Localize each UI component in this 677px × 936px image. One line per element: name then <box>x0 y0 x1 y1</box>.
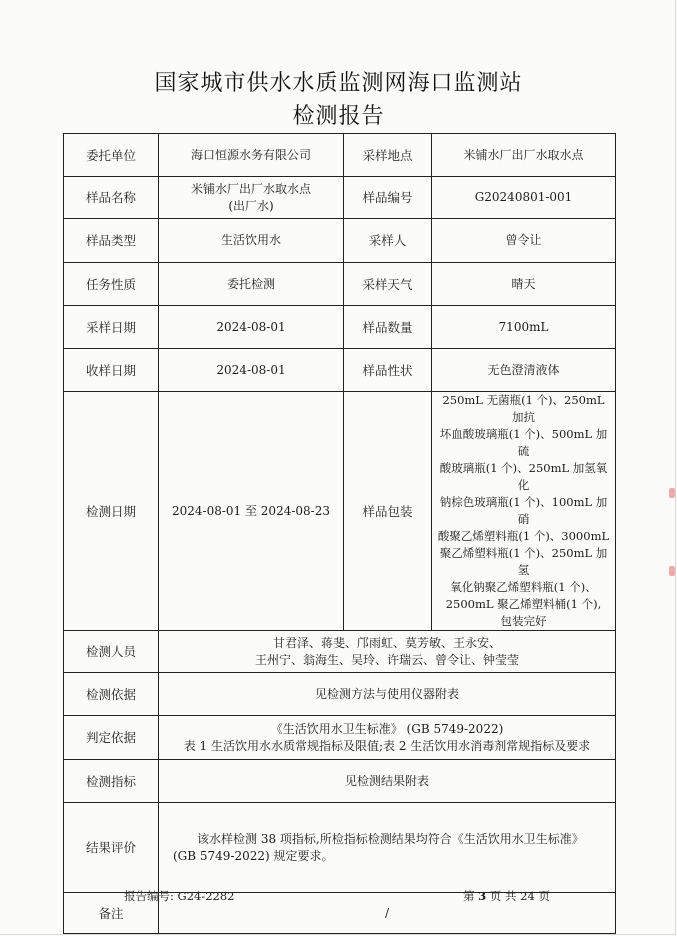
sampler-value: 曾令让 <box>432 219 616 263</box>
basis-value: 见检测方法与使用仪器附表 <box>159 673 616 716</box>
sample-name-value <box>159 177 344 219</box>
client-label: 委托单位 <box>64 134 159 177</box>
page-current: 3 <box>478 889 487 903</box>
report-title: 国家城市供水水质监测网海口监测站 <box>154 71 523 96</box>
report-number: 报告编号: G24-2282 <box>124 889 235 903</box>
testers-value <box>159 631 616 673</box>
packaging-line: 坏血酸玻璃瓶(1 个)、500mL 加硫 <box>439 427 608 458</box>
table-row <box>64 760 616 803</box>
sample-quantity-label: 样品数量 <box>344 306 432 349</box>
packaging-line: 250mL 无菌瓶(1 个)、250mL 加抗 <box>442 393 605 424</box>
test-date-value: 2024-08-01 至 2024-08-23 <box>159 392 344 631</box>
sample-type-value: 生活饮用水 <box>159 219 344 263</box>
sample-name-label: 样品名称 <box>64 177 159 219</box>
sampling-date-value: 2024-08-01 <box>159 306 344 349</box>
judgement-line: 表 1 生活饮用水水质常规指标及限值;表 2 生活饮用水消毒剂常规指标及要求 <box>183 738 591 753</box>
testers-line: 王州宁、翁海生、吴玲、许瑞云、曾令让、钟莹莹 <box>254 652 519 667</box>
sampler-label: 采样人 <box>344 219 432 263</box>
task-nature-value: 委托检测 <box>159 263 344 306</box>
packaging-line: 氧化钠聚乙烯塑料瓶(1 个)、 <box>450 580 597 594</box>
report-info-table <box>63 133 616 934</box>
table-row <box>64 673 616 716</box>
page-prefix: 第 <box>463 889 475 903</box>
sample-quantity-value: 7100mL <box>432 306 616 349</box>
judgement-label: 判定依据 <box>64 716 159 760</box>
packaging-line: 包装完好 <box>500 614 547 628</box>
sampling-date-label: 采样日期 <box>64 306 159 349</box>
seal-edge-mark <box>669 488 675 498</box>
sampling-site-label: 采样地点 <box>344 134 432 177</box>
page-suffix: 页 <box>538 889 550 903</box>
indicators-label: 检测指标 <box>64 760 159 803</box>
weather-label: 采样天气 <box>344 263 432 306</box>
table-row <box>64 349 616 392</box>
sample-name-line: (出厂水) <box>228 198 274 213</box>
page-indicator <box>463 888 550 904</box>
packaging-line: 酸玻璃瓶(1 个)、250mL 加氢氧化 <box>439 461 608 492</box>
sample-appearance-value: 无色澄清液体 <box>432 349 616 392</box>
receive-date-label: 收样日期 <box>64 349 159 392</box>
indicators-value: 见检测结果附表 <box>159 760 616 803</box>
test-date-label: 检测日期 <box>64 392 159 631</box>
seal-edge-mark <box>669 566 675 576</box>
packaging-value <box>432 392 616 631</box>
sample-name-line: 米铺水厂出厂水取水点 <box>190 181 311 196</box>
packaging-line: 聚乙烯塑料瓶(1 个)、250mL 加氢 <box>439 546 608 577</box>
packaging-label: 样品包装 <box>344 392 432 631</box>
weather-value: 晴天 <box>432 263 616 306</box>
conclusion-line: (GB 5749-2022) 规定要求。 <box>173 848 334 863</box>
table-row <box>64 306 616 349</box>
client-value: 海口恒源水务有限公司 <box>159 134 344 177</box>
table-row <box>64 803 616 893</box>
table-row <box>64 716 616 760</box>
sample-type-label: 样品类型 <box>64 219 159 263</box>
sample-appearance-label: 样品性状 <box>344 349 432 392</box>
testers-line: 甘君泽、蒋斐、邝雨虹、莫芳敏、王永安、 <box>272 635 501 650</box>
judgement-value <box>159 716 616 760</box>
table-row <box>64 392 616 631</box>
conclusion-value <box>159 803 616 893</box>
remarks-label: 备注 <box>64 893 159 934</box>
basis-label: 检测依据 <box>64 673 159 716</box>
receive-date-value: 2024-08-01 <box>159 349 344 392</box>
page-total: 24 <box>520 889 535 903</box>
testers-label: 检测人员 <box>64 631 159 673</box>
remarks-value: / <box>159 893 616 934</box>
table-row <box>64 631 616 673</box>
conclusion-label: 结果评价 <box>64 803 159 893</box>
sampling-site-value: 米铺水厂出厂水取水点 <box>432 134 616 177</box>
sample-id-label: 样品编号 <box>344 177 432 219</box>
task-nature-label: 任务性质 <box>64 263 159 306</box>
page-mid: 页 共 <box>489 889 517 903</box>
conclusion-line <box>173 831 605 848</box>
packaging-line: 酸聚乙烯塑料瓶(1 个)、3000mL <box>437 529 610 543</box>
conclusion-text: 该水样检测 38 项指标,所检指标检测结果均符合《生活饮用水卫生标准》 <box>197 831 584 846</box>
table-row <box>64 219 616 263</box>
table-row <box>64 177 616 219</box>
sample-id-value: G20240801-001 <box>432 177 616 219</box>
table-row <box>64 263 616 306</box>
report-subtitle: 检测报告 <box>292 104 385 129</box>
packaging-line: 2500mL 聚乙烯塑料桶(1 个), <box>445 597 602 611</box>
packaging-line: 钠棕色玻璃瓶(1 个)、100mL 加硝 <box>439 495 608 526</box>
table-row <box>64 134 616 177</box>
judgement-line: 《生活饮用水卫生标准》 (GB 5749-2022) <box>270 721 504 736</box>
